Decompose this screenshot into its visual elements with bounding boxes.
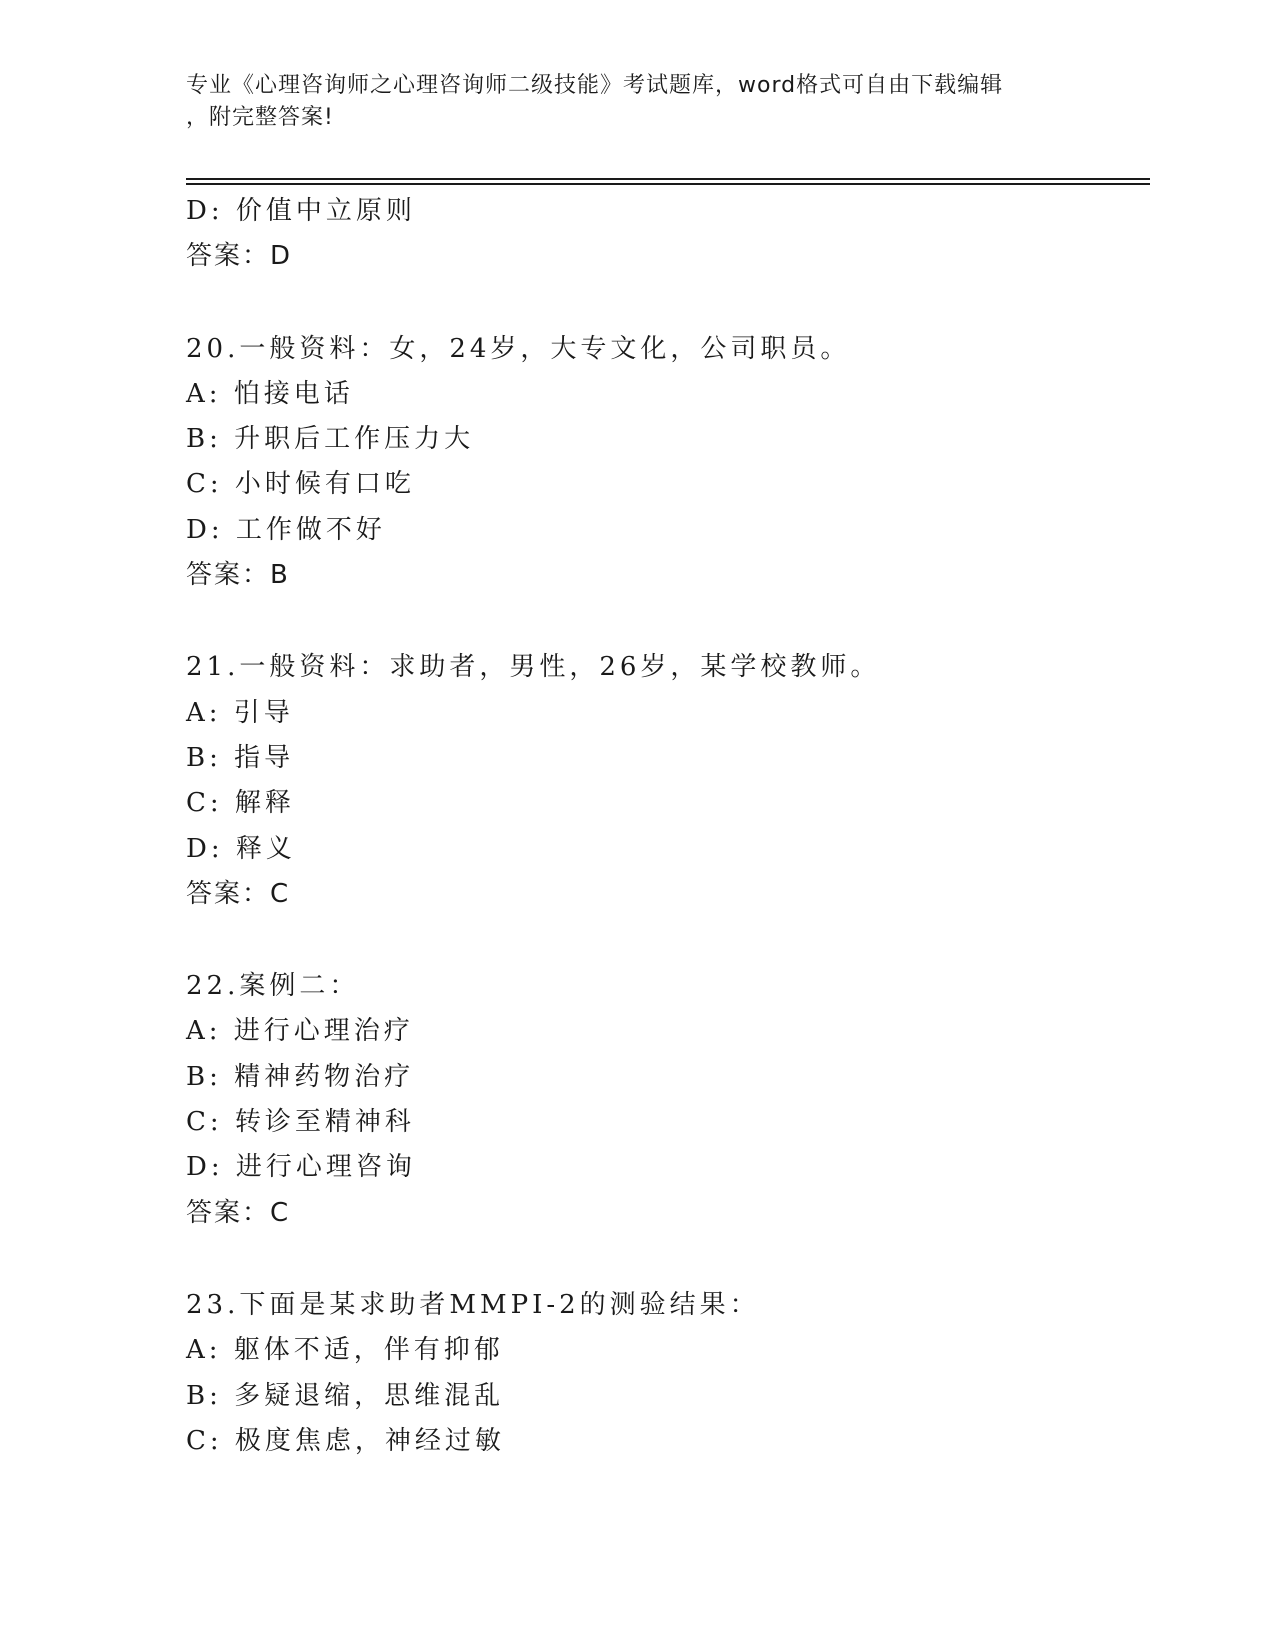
header-divider-top	[186, 178, 1150, 180]
question-23	[186, 1283, 1146, 1464]
question-stem: 20.一般资料：女，24岁，大专文化，公司职员。	[186, 333, 851, 364]
option-a: A: 进行心理治疗	[186, 1016, 414, 1047]
question-stem: 21.一般资料：求助者，男性，26岁，某学校教师。	[186, 652, 881, 683]
question-19-tail	[186, 189, 1146, 280]
option-b: B: 升职后工作压力大	[186, 424, 475, 455]
option-c: C: 转诊至精神科	[186, 1107, 415, 1138]
option-d: D: 价值中立原则	[186, 196, 416, 226]
option-b: B: 精神药物治疗	[186, 1061, 415, 1092]
question-21	[186, 645, 1146, 917]
option-d: D: 释义	[186, 833, 296, 864]
option-a: A: 怕接电话	[186, 378, 354, 409]
answer-line: 答案：C	[186, 878, 291, 909]
answer-line: 答案：D	[186, 241, 293, 272]
option-b: B: 多疑退缩，思维混乱	[186, 1380, 505, 1411]
option-c: C: 小时候有口吃	[186, 469, 415, 500]
header-line-2: ，附完整答案!	[186, 105, 334, 130]
option-c: C: 解释	[186, 788, 295, 819]
question-stem: 23.下面是某求助者MMPI-2的测验结果：	[186, 1289, 760, 1320]
question-20	[186, 327, 1146, 599]
header-divider-bottom	[186, 183, 1150, 185]
question-stem: 22.案例二：	[186, 971, 360, 1002]
answer-line: 答案：B	[186, 560, 290, 591]
option-a: A: 躯体不适，伴有抑郁	[186, 1335, 504, 1366]
option-d: D: 工作做不好	[186, 514, 386, 545]
header-line-1: 专业《心理咨询师之心理咨询师二级技能》考试题库，word格式可自由下载编辑	[186, 73, 1004, 98]
option-a: A: 引导	[186, 697, 294, 728]
option-d: D: 进行心理咨询	[186, 1152, 416, 1183]
question-22	[186, 964, 1146, 1236]
option-b: B: 指导	[186, 742, 295, 773]
question-list	[186, 189, 1146, 1464]
answer-line: 答案：C	[186, 1197, 291, 1228]
document-header	[186, 70, 1066, 134]
option-c: C: 极度焦虑，神经过敏	[186, 1425, 505, 1456]
